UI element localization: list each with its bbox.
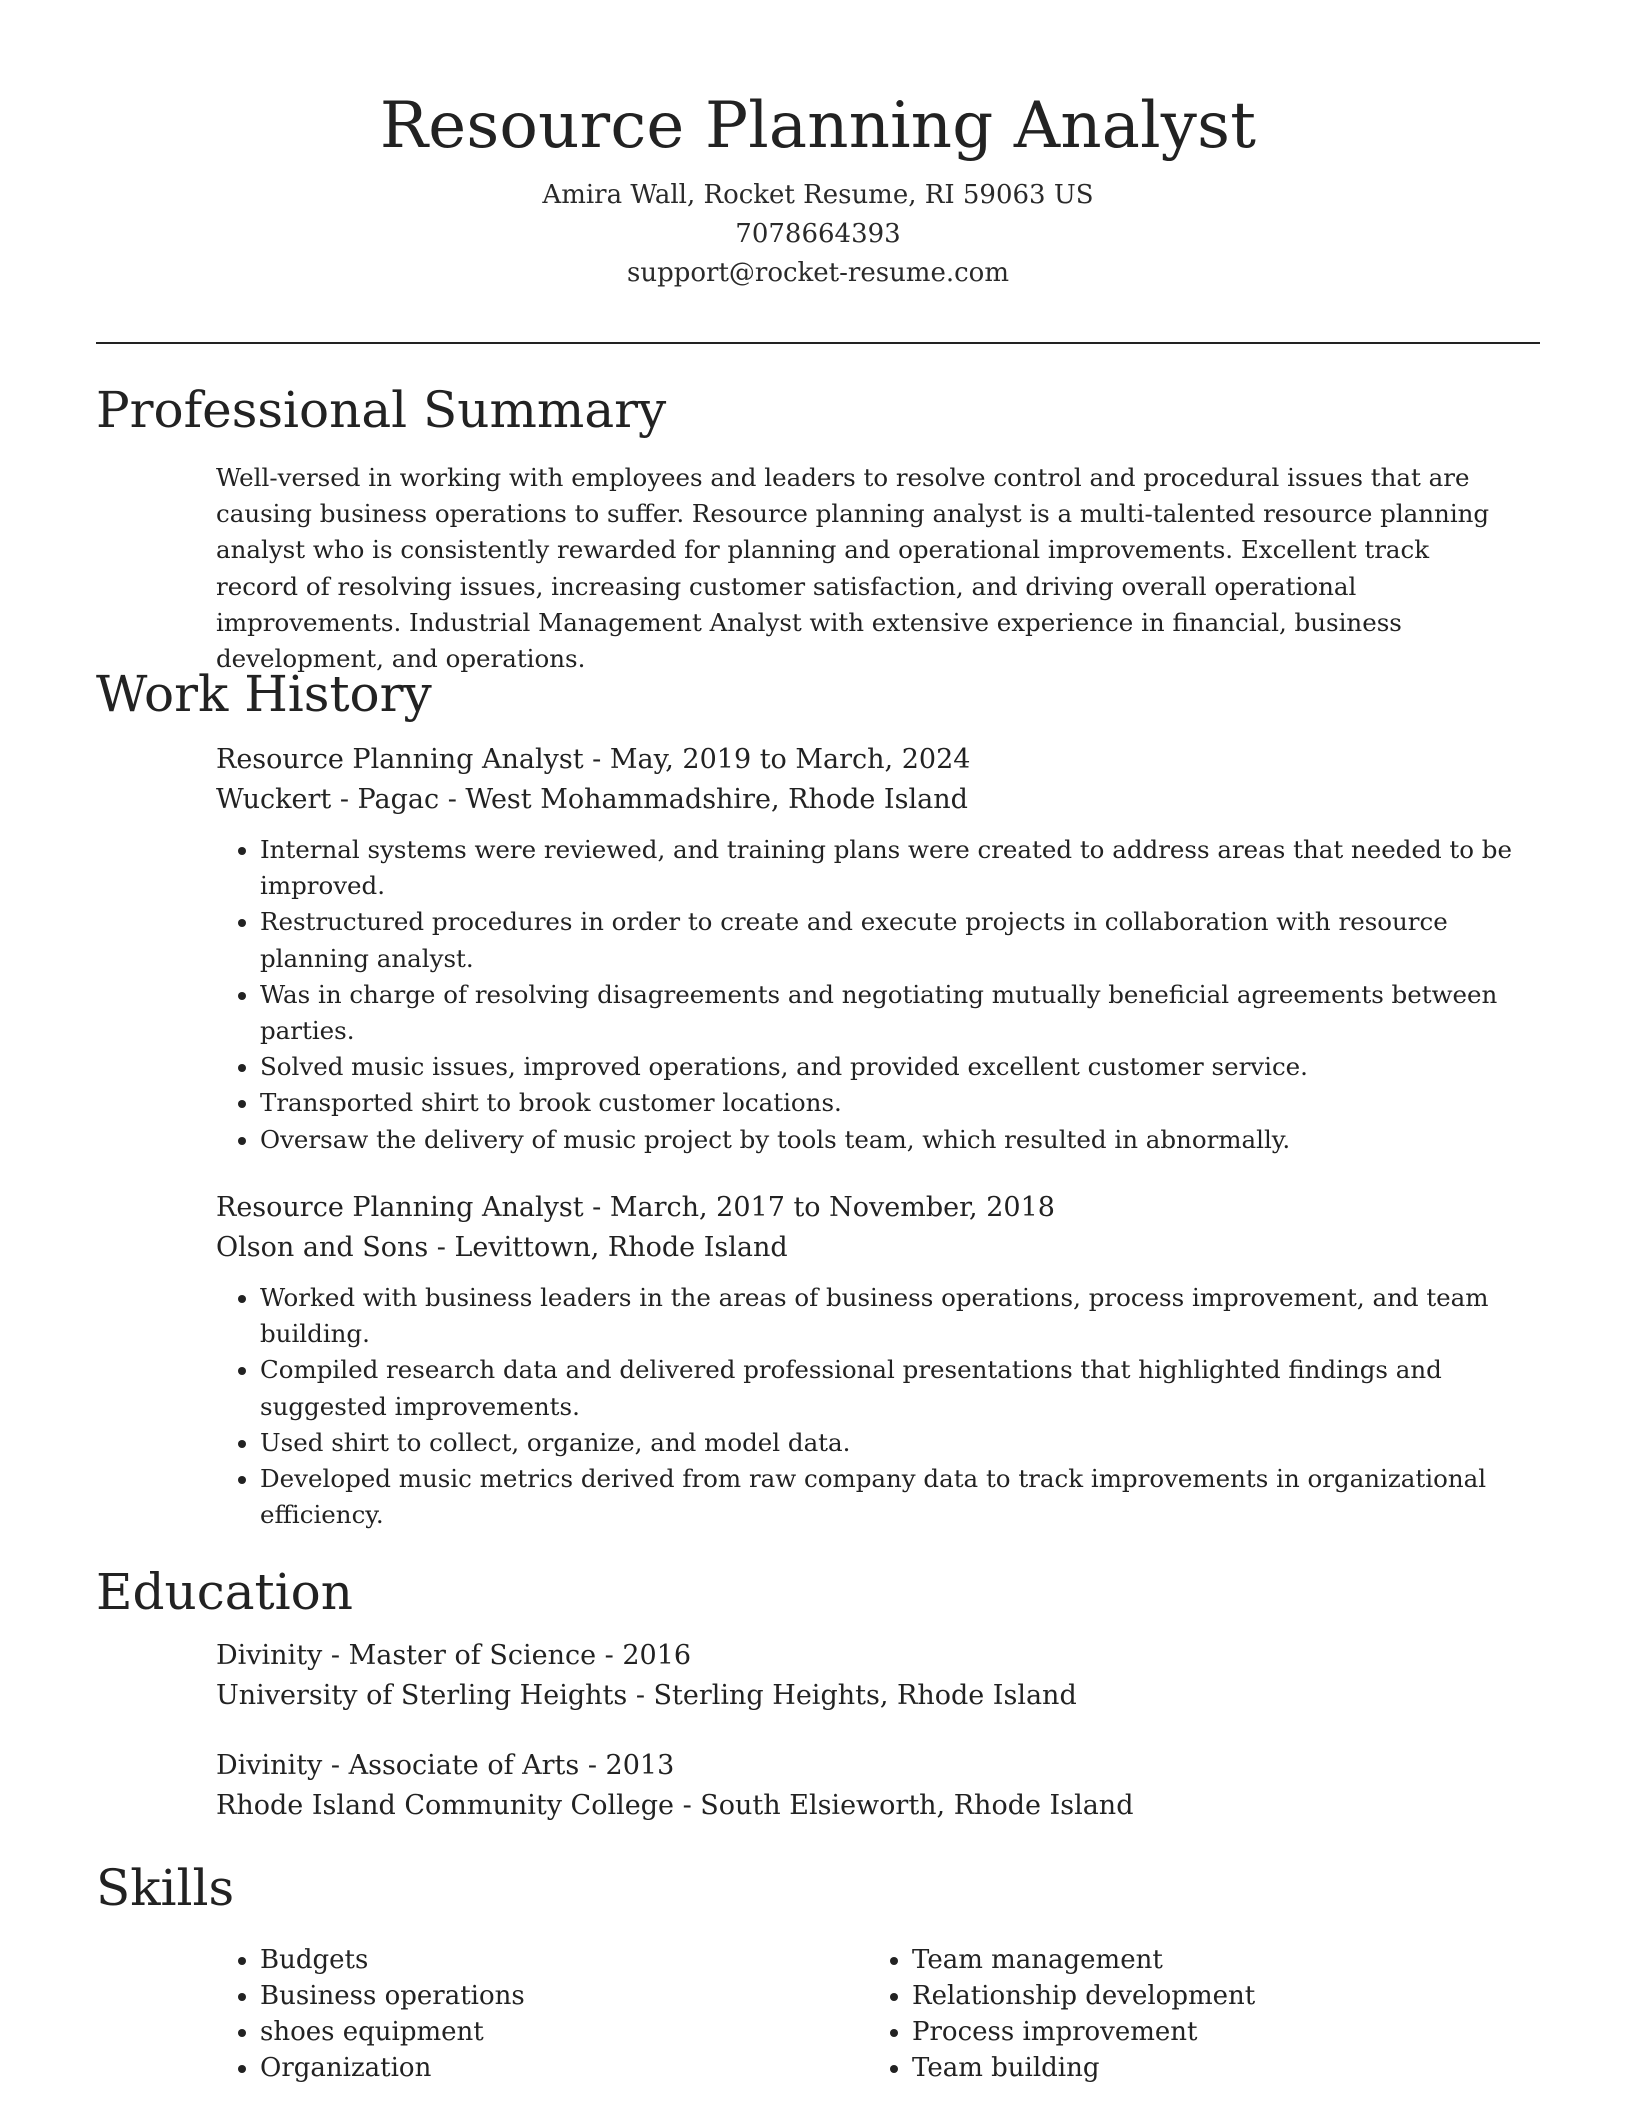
summary-text: Well-versed in working with employees and leaders to resolve control and procedural issues that are causing business operations to suffer. Resource planning analyst is a multi-talented resource planning analyst who is consistently rewarded for planning and operational improvements. Excellent track record of resolving issues, increasing customer satisfaction, and driving overall operational improvements. Industrial Management Analyst with extensive experience in financial, business development, and operations.: [216, 463, 1490, 674]
school-location: - South Elsieworth, Rhode Island: [673, 1790, 1134, 1821]
list-item: • Restructured procedures in order to create and execute projects in collaboration with resource planning analyst.: [260, 904, 1516, 976]
skills-heading: Skills: [96, 1859, 235, 1917]
list-item: • Was in charge of resolving disagreements and negotiating mutually beneficial agreements between parties.: [260, 977, 1516, 1049]
job-entry-2: [216, 1188, 1516, 1533]
contact-email: support@rocket-resume.com: [626, 258, 1009, 288]
job-title: Resource Planning Analyst: [216, 1192, 584, 1223]
school-line: [216, 1786, 1516, 1826]
job-title: Resource Planning Analyst: [216, 744, 584, 775]
skills-list-right: [868, 1942, 1468, 2086]
job-bullets: [216, 832, 1516, 1158]
list-item: • Compiled research data and delivered professional presentations that highlighted findings and suggested improvements.: [260, 1352, 1516, 1424]
school-name: Rhode Island Community College: [216, 1790, 674, 1821]
contact-block: [96, 176, 1540, 293]
degree-line: [216, 1636, 1516, 1676]
job-company-line: [216, 1228, 1516, 1268]
list-item: • Business operations: [260, 1978, 816, 2014]
list-item: • Oversaw the delivery of music project by tools team, which resulted in abnormally.: [260, 1122, 1516, 1158]
list-item: • Team building: [912, 2050, 1468, 2086]
degree: Divinity - Master of Science: [216, 1640, 597, 1671]
resume-title: Resource Planning Analyst: [379, 89, 1257, 163]
school-name: University of Sterling Heights: [216, 1680, 628, 1711]
job-company: Wuckert - Pagac: [216, 784, 440, 815]
list-item: • Relationship development: [912, 1978, 1468, 2014]
education-entry-1: [216, 1636, 1516, 1716]
job-title-line: [216, 740, 1516, 780]
resume-header: [96, 82, 1540, 293]
list-item: • shoes equipment: [260, 2014, 816, 2050]
job-bullets: [216, 1280, 1516, 1533]
list-item: • Worked with business leaders in the areas of business operations, process improvement, and team building.: [260, 1280, 1516, 1352]
list-item: • Used shirt to collect, organize, and model data.: [260, 1425, 1516, 1461]
list-item: • Process improvement: [912, 2014, 1468, 2050]
job-title-line: [216, 1188, 1516, 1228]
skills-list-left: [216, 1942, 816, 2086]
header-divider: [96, 342, 1540, 344]
job-company-line: [216, 780, 1516, 820]
school-line: [216, 1676, 1516, 1716]
degree-year: - 2013: [579, 1750, 675, 1781]
list-item: • Developed music metrics derived from raw company data to track improvements in organizational efficiency.: [260, 1461, 1516, 1533]
job-company: Olson and Sons: [216, 1232, 429, 1263]
education-entry-2: [216, 1746, 1516, 1826]
summary-heading: Professional Summary: [96, 381, 667, 439]
list-item: • Internal systems were reviewed, and training plans were created to address areas that needed to be improved.: [260, 832, 1516, 904]
list-item: • Budgets: [260, 1942, 816, 1978]
education-heading: Education: [96, 1563, 353, 1621]
job-location: - West Mohammadshire, Rhode Island: [439, 784, 968, 815]
list-item: • Transported shirt to brook customer locations.: [260, 1085, 1516, 1121]
degree-line: [216, 1746, 1516, 1786]
job-entry-1: [216, 740, 1516, 1158]
degree: Divinity - Associate of Arts: [216, 1750, 580, 1781]
contact-phone: 7078664393: [735, 219, 901, 249]
degree-year: - 2016: [596, 1640, 692, 1671]
list-item: • Organization: [260, 2050, 816, 2086]
list-item: • Team management: [912, 1942, 1468, 1978]
list-item: • Solved music issues, improved operations, and provided excellent customer service.: [260, 1049, 1516, 1085]
job-dates: - March, 2017 to November, 2018: [583, 1192, 1055, 1223]
job-dates: - May, 2019 to March, 2024: [583, 744, 971, 775]
job-location: - Levittown, Rhode Island: [428, 1232, 788, 1263]
school-location: - Sterling Heights, Rhode Island: [627, 1680, 1077, 1711]
work-history-heading: Work History: [96, 665, 432, 723]
contact-address: Amira Wall, Rocket Resume, RI 59063 US: [542, 180, 1094, 210]
